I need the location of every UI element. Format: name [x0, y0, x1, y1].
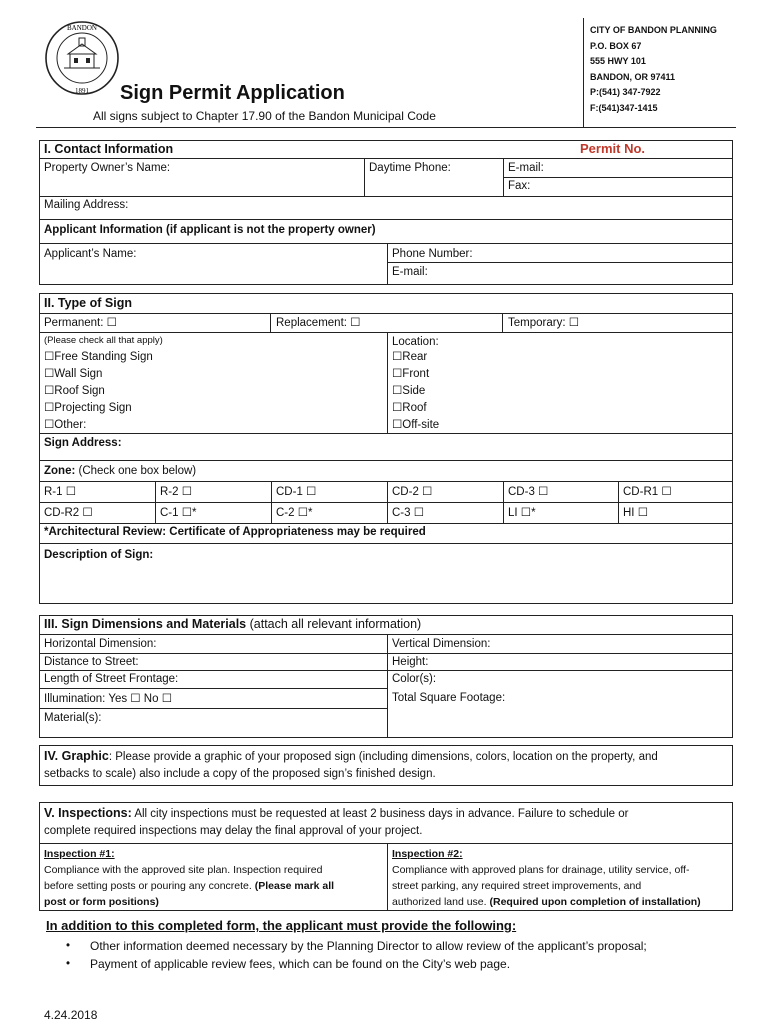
divider: [618, 481, 619, 523]
total-square-footage-field[interactable]: Total Square Footage:: [392, 692, 506, 704]
divider: [503, 177, 733, 178]
distance-to-street-field[interactable]: Distance to Street:: [44, 656, 139, 668]
divider: [503, 481, 504, 523]
divider: [39, 219, 733, 220]
dimensions-note: (attach all relevant information): [246, 617, 422, 631]
replacement-checkbox[interactable]: Replacement: ☐: [276, 317, 361, 329]
applicant-email-field[interactable]: E-mail:: [392, 266, 428, 278]
requirement-text: Payment of applicable review fees, which can be found on the City’s web page.: [90, 957, 511, 971]
divider: [387, 332, 388, 433]
graphic-instructions: : Please provide a graphic of your proposed sign (including dimensions, colors, location on the property, and: [108, 751, 658, 763]
location-list: [392, 349, 439, 434]
graphic-text-line1: [44, 749, 658, 764]
divider: [39, 460, 733, 461]
sign-description-field[interactable]: Description of Sign:: [44, 549, 154, 561]
inspection-1-text: before setting posts or pouring any concrete.: [44, 880, 255, 892]
dimensions-heading: [44, 617, 421, 631]
divider: [39, 688, 387, 689]
svg-text:1891: 1891: [75, 87, 89, 95]
zone-hi-checkbox[interactable]: HI ☐: [623, 507, 649, 519]
inspections-heading: V. Inspections:: [44, 806, 132, 820]
divider: [39, 243, 733, 244]
inspection-1-bold: (Please mark all: [254, 880, 335, 892]
street-frontage-field[interactable]: Length of Street Frontage:: [44, 673, 179, 685]
zone-cd3-checkbox[interactable]: CD-3 ☐: [508, 486, 549, 498]
requirement-text: Other information deemed necessary by the Planning Director to allow review of the applicant’s proposal;: [90, 939, 647, 953]
address-line: P:(541) 347-7922: [590, 87, 661, 97]
sign-kind-list: [44, 349, 153, 434]
divider: [387, 243, 388, 285]
divider: [155, 481, 156, 523]
applicant-name-field[interactable]: Applicant’s Name:: [44, 248, 137, 260]
address-line: CITY OF BANDON PLANNING: [590, 25, 717, 35]
divider: [39, 196, 733, 197]
owner-email-field[interactable]: E-mail:: [508, 162, 544, 174]
materials-field[interactable]: Material(s):: [44, 712, 102, 724]
divider: [502, 313, 503, 332]
divider: [39, 433, 733, 434]
inspections-text-line1: [44, 806, 628, 821]
divider: [39, 708, 387, 709]
address-line: F:(541)347-1415: [590, 102, 658, 113]
divider: [387, 843, 388, 911]
divider: [39, 158, 733, 159]
location-rear-checkbox[interactable]: ☐Rear: [392, 351, 428, 363]
vertical-dimension-field[interactable]: Vertical Dimension:: [392, 638, 491, 650]
divider: [39, 481, 733, 482]
divider: [39, 670, 733, 671]
check-all-note: (Please check all that apply): [44, 335, 163, 346]
inspection-1-line: Compliance with the approved site plan. Inspection required: [44, 864, 323, 876]
revision-date: 4.24.2018: [44, 1008, 98, 1022]
zone-c1-checkbox[interactable]: C-1 ☐*: [160, 507, 197, 519]
zone-title: Zone:: [44, 465, 76, 477]
temporary-checkbox[interactable]: Temporary: ☐: [508, 317, 580, 329]
zone-c2-checkbox[interactable]: C-2 ☐*: [276, 507, 313, 519]
inspection-2: [392, 846, 701, 910]
zone-r1-checkbox[interactable]: R-1 ☐: [44, 486, 77, 498]
svg-text:BANDON: BANDON: [67, 24, 97, 32]
divider: [39, 634, 733, 635]
zone-hint: (Check one box below): [75, 465, 197, 477]
subtitle: All signs subject to Chapter 17.90 of the Bandon Municipal Code: [93, 109, 436, 123]
applicant-heading: Applicant Information (if applicant is not the property owner): [44, 224, 376, 236]
inspections-text-line2: complete required inspections may delay the final approval of your project.: [44, 825, 423, 837]
city-seal: [44, 16, 120, 100]
title-rule: [36, 127, 736, 128]
inspection-2-line: [392, 894, 701, 910]
roof-sign-checkbox[interactable]: ☐Roof Sign: [44, 385, 105, 397]
inspection-1-line: [44, 878, 334, 894]
illumination-checkboxes[interactable]: Illumination: Yes ☐ No ☐: [44, 693, 173, 705]
fax-field[interactable]: Fax:: [508, 180, 531, 192]
zone-label: [44, 464, 196, 478]
location-side-checkbox[interactable]: ☐Side: [392, 385, 426, 397]
divider: [387, 481, 388, 523]
address-divider: [583, 18, 584, 128]
divider: [271, 481, 272, 523]
zone-cdr2-checkbox[interactable]: CD-R2 ☐: [44, 507, 93, 519]
free-standing-checkbox[interactable]: ☐Free Standing Sign: [44, 351, 153, 363]
zone-cdr1-checkbox[interactable]: CD-R1 ☐: [623, 486, 672, 498]
divider: [270, 313, 271, 332]
divider: [39, 332, 733, 333]
applicant-phone-field[interactable]: Phone Number:: [392, 248, 473, 260]
daytime-phone-field[interactable]: Daytime Phone:: [369, 162, 451, 174]
height-field[interactable]: Height:: [392, 656, 429, 668]
permit-number-label: Permit No.: [580, 141, 646, 156]
bullet-icon: •: [66, 958, 71, 970]
horizontal-dimension-field[interactable]: Horizontal Dimension:: [44, 638, 157, 650]
divider: [39, 543, 733, 544]
graphic-heading: IV. Graphic: [44, 749, 109, 763]
zone-r2-checkbox[interactable]: R-2 ☐: [160, 486, 193, 498]
inspection-2-text: authorized land use.: [392, 896, 490, 908]
divider: [39, 653, 733, 654]
address-line: P.O. BOX 67: [590, 40, 642, 51]
inspection-2-line: street parking, any required street improvements, and: [392, 880, 642, 892]
divider: [387, 634, 388, 738]
dimensions-title: III. Sign Dimensions and Materials: [44, 617, 247, 631]
requirement-bullet: [66, 939, 70, 953]
mailing-address-field[interactable]: Mailing Address:: [44, 199, 129, 211]
divider: [39, 502, 733, 503]
requirements-heading: In addition to this completed form, the applicant must provide the following:: [46, 918, 517, 933]
inspection-2-title: Inspection #2:: [392, 848, 463, 860]
projecting-sign-checkbox[interactable]: ☐Projecting Sign: [44, 402, 132, 414]
divider: [387, 262, 733, 263]
permanent-checkbox[interactable]: Permanent: ☐: [44, 317, 117, 329]
owner-name-field[interactable]: Property Owner’s Name:: [44, 162, 171, 174]
inspection-1-title: Inspection #1:: [44, 848, 115, 860]
location-front-checkbox[interactable]: ☐Front: [392, 368, 430, 380]
zone-c3-checkbox[interactable]: C-3 ☐: [392, 507, 425, 519]
wall-sign-checkbox[interactable]: ☐Wall Sign: [44, 368, 103, 380]
inspection-2-line: Compliance with approved plans for drainage, utility service, off-: [392, 864, 690, 876]
bullet-icon: •: [66, 940, 71, 952]
graphic-text-line2: setbacks to scale) also include a copy of the proposed sign’s finished design.: [44, 768, 436, 780]
other-sign-checkbox[interactable]: ☐Other:: [44, 419, 87, 431]
divider: [39, 313, 733, 314]
inspections-instructions: All city inspections must be requested at least 2 business days in advance. Failure to schedule or: [131, 808, 629, 820]
requirement-bullet: [66, 957, 70, 971]
page-title: Sign Permit Application: [120, 82, 345, 104]
zone-li-checkbox[interactable]: LI ☐*: [508, 507, 536, 519]
location-label: Location:: [392, 336, 439, 348]
architectural-review-note: *Architectural Review: Certificate of Appropriateness may be required: [44, 526, 426, 538]
zone-cd2-checkbox[interactable]: CD-2 ☐: [392, 486, 433, 498]
contact-heading: I. Contact Information: [44, 142, 174, 156]
inspection-1-bold-line: post or form positions): [44, 896, 159, 908]
sign-address-field[interactable]: Sign Address:: [44, 437, 122, 449]
office-address: [590, 23, 717, 116]
divider: [39, 523, 733, 524]
location-roof-checkbox[interactable]: ☐Roof: [392, 402, 427, 414]
inspection-2-bold: (Required upon completion of installation): [489, 896, 701, 908]
sign-type-heading: II. Type of Sign: [44, 296, 132, 310]
divider: [364, 158, 365, 196]
inspection-1: [44, 846, 334, 910]
address-line: BANDON, OR 97411: [590, 71, 676, 82]
address-line: 555 HWY 101: [590, 56, 646, 66]
zone-cd1-checkbox[interactable]: CD-1 ☐: [276, 486, 317, 498]
divider: [39, 843, 733, 844]
colors-field[interactable]: Color(s):: [392, 673, 437, 685]
location-offsite-checkbox[interactable]: ☐Off-site: [392, 419, 440, 431]
